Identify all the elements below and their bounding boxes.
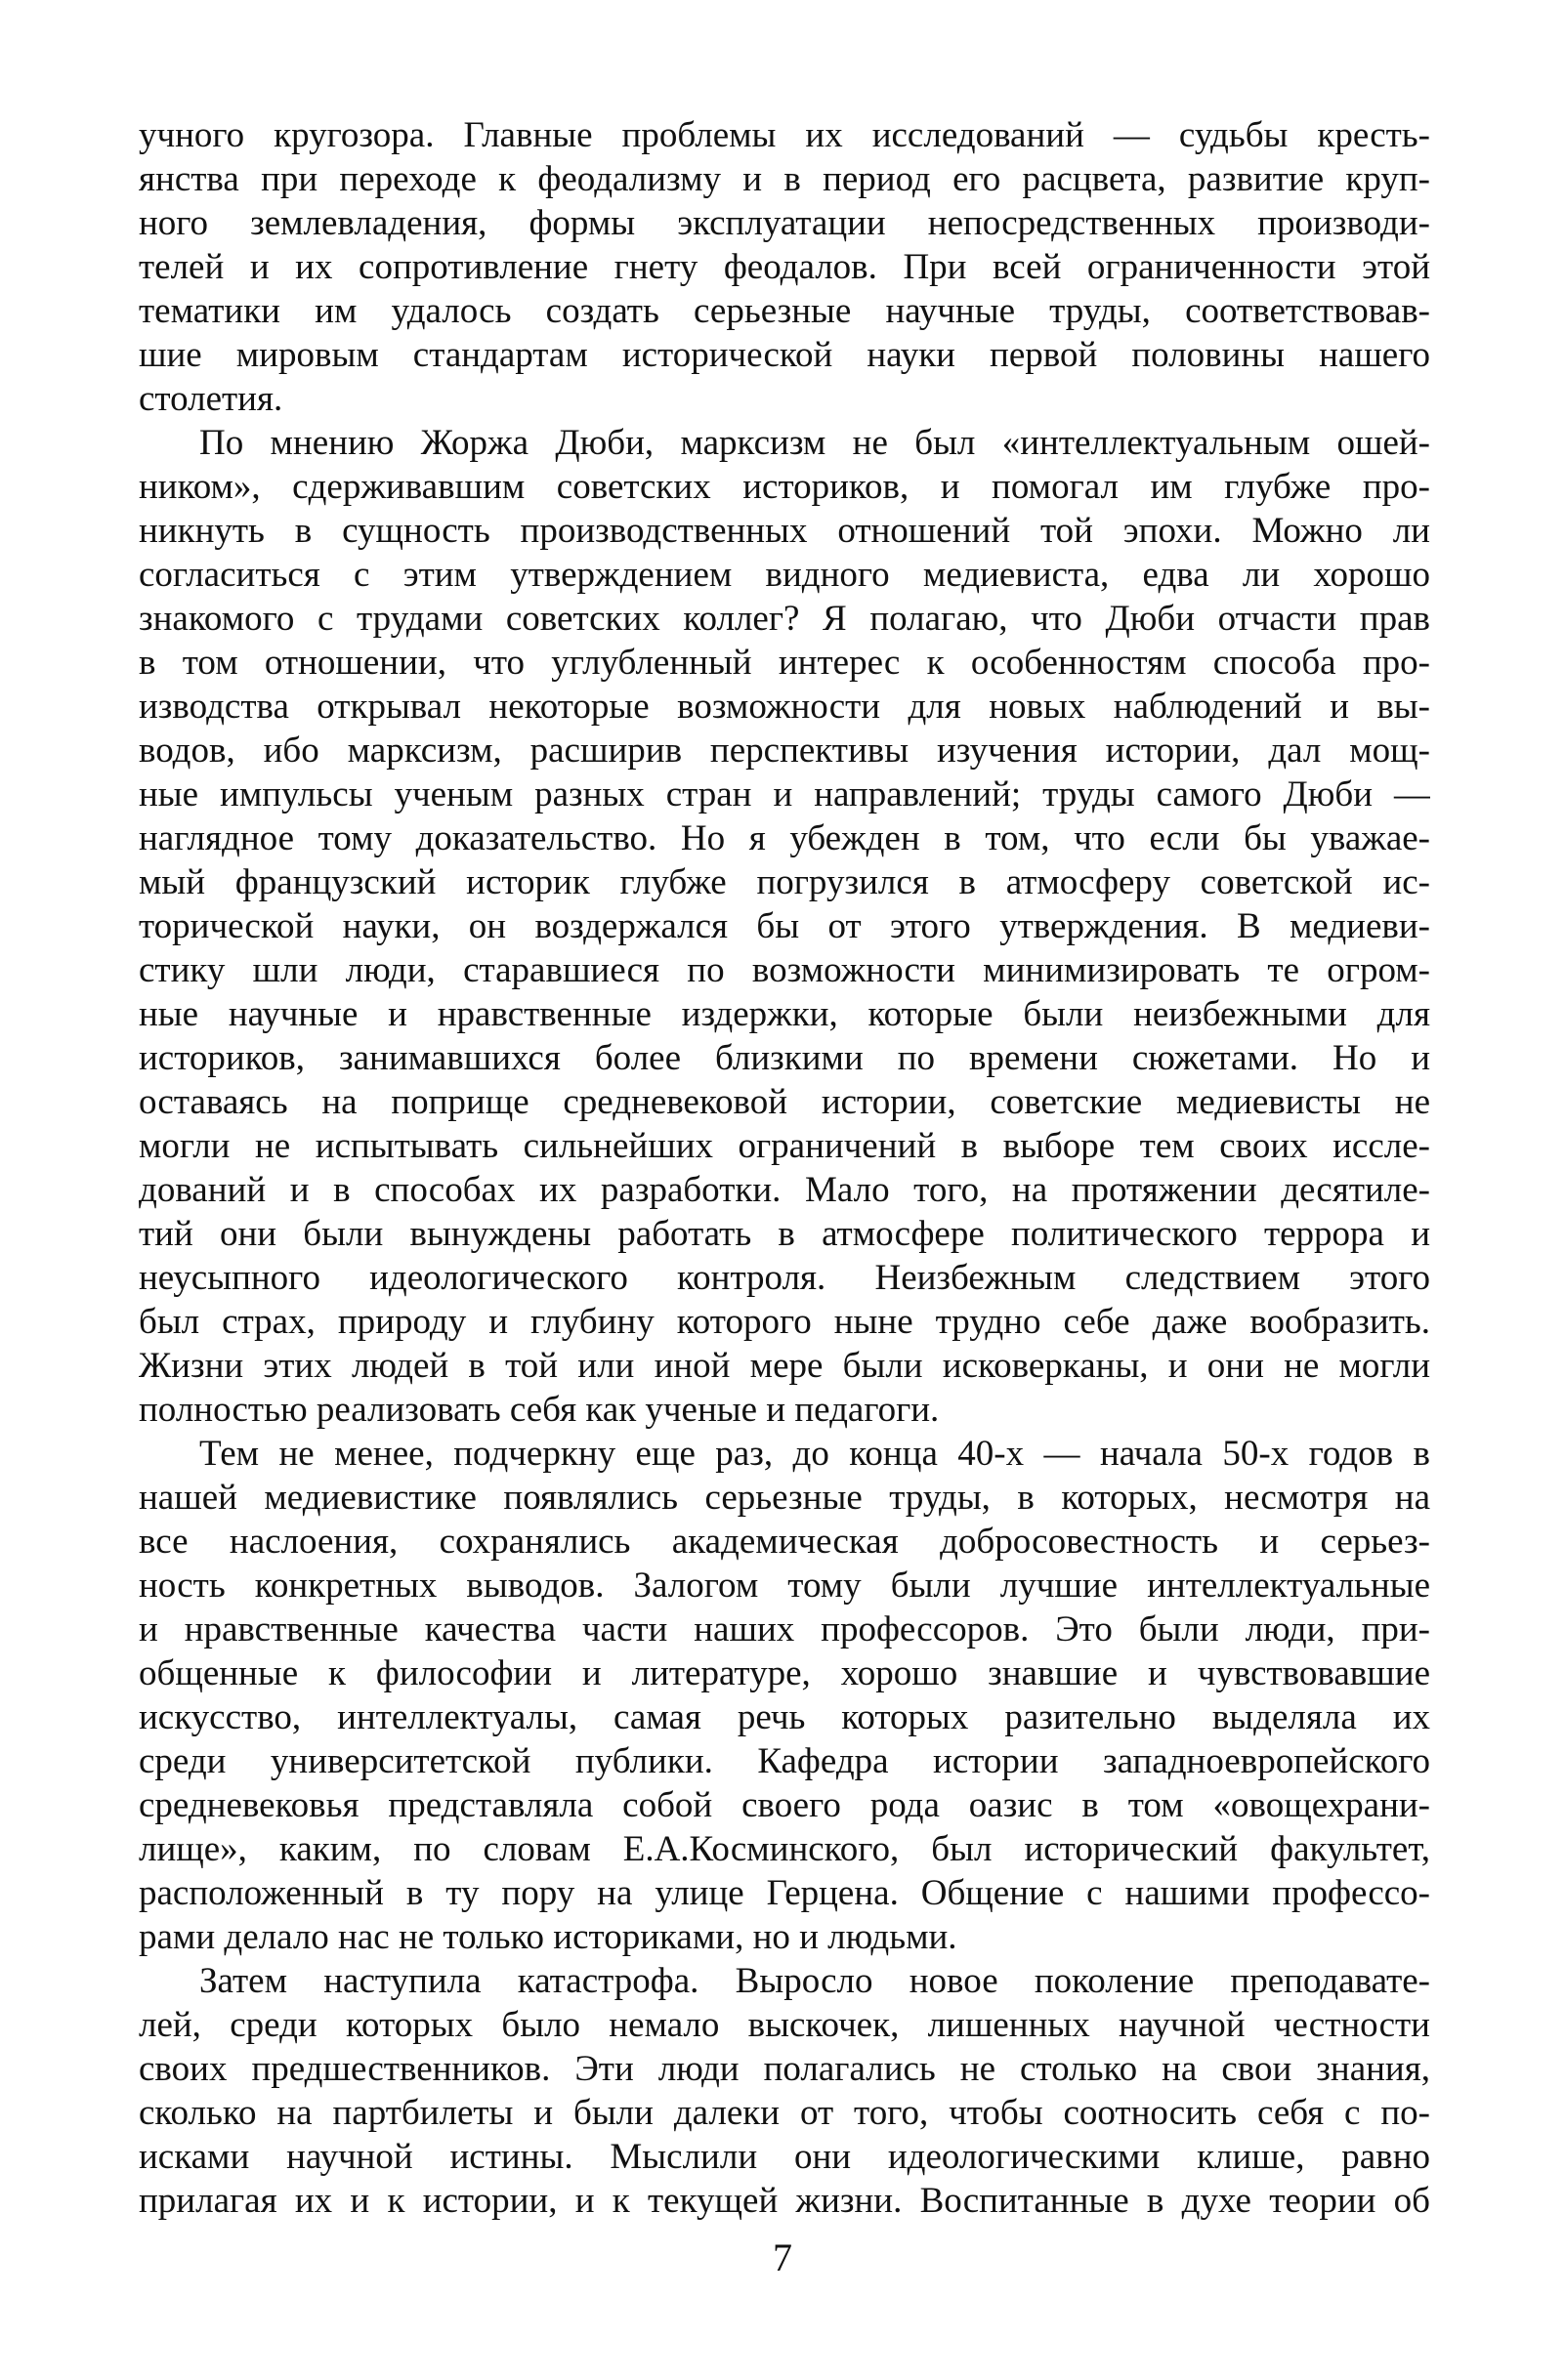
- paragraph-first-line: Тем не менее, подчеркну еще раз, до конца 40-х — начала 50-х годов в: [199, 1434, 1430, 1474]
- body-text: [139, 113, 1430, 2223]
- text-line: торической науки, он воздержался бы от этого утверждения. В медиеви-: [139, 906, 1430, 946]
- text-line: был страх, природу и глубину которого ныне трудно себе даже вообразить.: [139, 1302, 1430, 1342]
- text-line: средневековья представляла собой своего рода оазис в том «овощехрани-: [139, 1785, 1430, 1825]
- text-line: рами делало нас не только историками, но и людьми.: [139, 1917, 957, 1957]
- text-line: шие мировым стандартам исторической науки первой половины нашего: [139, 335, 1430, 375]
- text-line: сколько на партбилеты и были далеки от того, чтобы соотносить себя с по-: [139, 2093, 1430, 2133]
- text-line: знакомого с трудами советских коллег? Я полагаю, что Дюби отчасти прав: [139, 599, 1430, 639]
- text-line: историков, занимавшихся более близкими по времени сюжетами. Но и: [139, 1038, 1430, 1078]
- text-line: учного кругозора. Главные проблемы их исследований — судьбы кресть-: [139, 115, 1430, 155]
- text-line: согласиться с этим утверждением видного медиевиста, едва ли хорошо: [139, 555, 1430, 595]
- text-line: расположенный в ту пору на улице Герцена. Общение с нашими профессо-: [139, 1873, 1430, 1913]
- text-line: янства при переходе к феодализму и в период его расцвета, развитие круп-: [139, 159, 1430, 199]
- text-line: лей, среди которых было немало выскочек, лишенных научной честности: [139, 2005, 1430, 2045]
- text-line: оставаясь на поприще средневековой истории, советские медиевисты не: [139, 1082, 1430, 1122]
- text-line: искусство, интеллектуалы, самая речь которых разительно выделяла их: [139, 1697, 1430, 1737]
- text-line: своих предшественников. Эти люди полагались не столько на свои знания,: [139, 2049, 1430, 2089]
- text-line: среди университетской публики. Кафедра истории западноевропейского: [139, 1741, 1430, 1781]
- text-line: в том отношении, что углубленный интерес к особенностям способа про-: [139, 643, 1430, 683]
- text-line: неусыпного идеологического контроля. Неизбежным следствием этого: [139, 1258, 1430, 1298]
- text-line: тий они были вынуждены работать в атмосфере политического террора и: [139, 1214, 1430, 1254]
- text-line: тематики им удалось создать серьезные научные труды, соответствовав-: [139, 291, 1430, 331]
- text-line: дований и в способах их разработки. Мало того, на протяжении десятиле-: [139, 1170, 1430, 1210]
- text-line: Жизни этих людей в той или иной мере были исковерканы, и они не могли: [139, 1346, 1430, 1386]
- text-line: ность конкретных выводов. Залогом тому были лучшие интеллектуальные: [139, 1566, 1430, 1606]
- paragraph-first-line: По мнению Жоржа Дюби, марксизм не был «интеллектуальным ошей-: [199, 423, 1430, 463]
- text-line: телей и их сопротивление гнету феодалов. При всей ограниченности этой: [139, 247, 1430, 287]
- text-line: прилагая их и к истории, и к текущей жизни. Воспитанные в духе теории об: [139, 2181, 1430, 2221]
- text-line: исками научной истины. Мыслили они идеологическими клише, равно: [139, 2137, 1430, 2177]
- text-line: ного землевладения, формы эксплуатации непосредственных производи-: [139, 203, 1430, 243]
- text-line: наглядное тому доказательство. Но я убежден в том, что если бы уважае-: [139, 818, 1430, 858]
- text-line: и нравственные качества части наших профессоров. Это были люди, при-: [139, 1609, 1430, 1649]
- text-line: все наслоения, сохранялись академическая добросовестность и серьез-: [139, 1522, 1430, 1562]
- text-line: нашей медиевистике появлялись серьезные труды, в которых, несмотря на: [139, 1478, 1430, 1518]
- text-line: водов, ибо марксизм, расширив перспективы изучения истории, дал мощ-: [139, 731, 1430, 771]
- text-line: общенные к философии и литературе, хорошо знавшие и чувствовавшие: [139, 1653, 1430, 1693]
- text-line: полностью реализовать себя как ученые и педагоги.: [139, 1390, 940, 1430]
- text-line: стику шли люди, старавшиеся по возможности минимизировать те огром-: [139, 950, 1430, 990]
- text-line: столетия.: [139, 379, 283, 419]
- text-line: изводства открывал некоторые возможности для новых наблюдений и вы-: [139, 687, 1430, 727]
- paragraph-first-line: Затем наступила катастрофа. Выросло новое поколение преподавате-: [199, 1961, 1430, 2001]
- text-line: ные импульсы ученым разных стран и направлений; труды самого Дюби —: [139, 774, 1430, 814]
- page-number: 7: [773, 2235, 792, 2279]
- text-line: могли не испытывать сильнейших ограничений в выборе тем своих иссле-: [139, 1126, 1430, 1166]
- text-line: ные научные и нравственные издержки, которые были неизбежными для: [139, 994, 1430, 1034]
- text-line: мый французский историк глубже погрузился в атмосферу советской ис-: [139, 862, 1430, 902]
- text-line: лище», каким, по словам Е.А.Косминского, был исторический факультет,: [139, 1829, 1430, 1869]
- text-line: ником», сдерживавшим советских историков, и помогал им глубже про-: [139, 467, 1430, 507]
- text-line: никнуть в сущность производственных отношений той эпохи. Можно ли: [139, 511, 1430, 551]
